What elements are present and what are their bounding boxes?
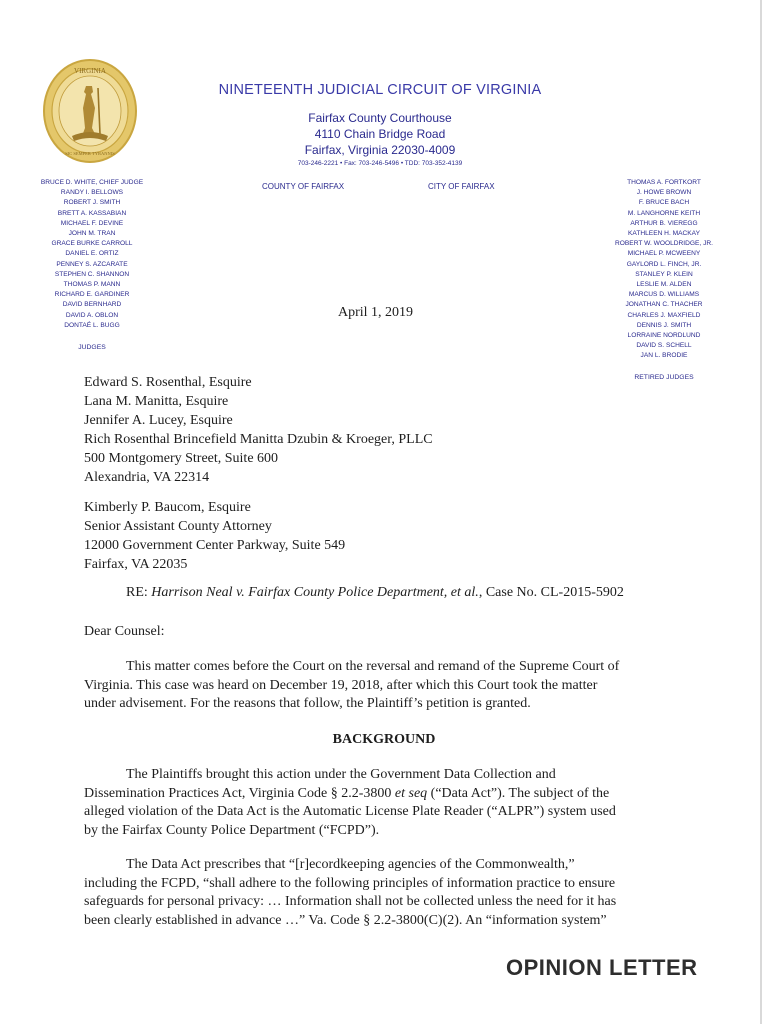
seal-text-top: VIRGINIA (74, 67, 106, 75)
retired-judge-name: ARTHUR B. VIEREGG (630, 219, 698, 227)
paragraph-background-2 (84, 856, 674, 930)
retired-judge-name: CHARLES J. MAXFIELD (627, 311, 701, 319)
retired-judge-name: LESLIE M. ALDEN (636, 281, 692, 289)
address-line-2: 4110 Chain Bridge Road (314, 127, 446, 141)
judge-name: RICHARD E. GARDINER (54, 291, 130, 299)
judge-name: DANIEL E. ORTIZ (65, 250, 119, 258)
recipient-line: Lana M. Manitta, Esquire (84, 394, 229, 409)
retired-judge-name: ROBERT W. WOOLDRIDGE, JR. (615, 240, 713, 248)
retired-judge-name: J. HOWE BROWN (636, 189, 692, 197)
recipient-line: Alexandria, VA 22314 (84, 470, 210, 485)
judge-name: BRUCE D. WHITE, CHIEF JUDGE (40, 179, 144, 186)
retired-judge-name: MARCUS D. WILLIAMS (628, 291, 700, 299)
recipient-line: Edward S. Rosenthal, Esquire (84, 375, 252, 390)
retired-judge-name: KATHLEEN H. MACKAY (628, 230, 700, 238)
address-line-1: Fairfax County Courthouse (308, 111, 452, 125)
recipient-line: Rich Rosenthal Brincefield Manitta Dzubin & Kroeger, PLLC (84, 432, 433, 447)
virginia-seal-icon (42, 58, 138, 164)
judge-name: JOHN M. TRAN (68, 230, 116, 238)
judge-name: RANDY I. BELLOWS (60, 189, 124, 197)
seal-text-bottom: SIC SEMPER TYRANNIS (65, 151, 115, 156)
paragraph-background-1 (84, 766, 674, 840)
recipient-line: Kimberly P. Baucom, Esquire (84, 500, 251, 515)
recipient-line: Jennifer A. Lucey, Esquire (84, 413, 233, 428)
judge-name: MICHAEL F. DEVINE (60, 219, 124, 227)
paragraph-line (84, 785, 674, 804)
city-label: CITY OF FAIRFAX (428, 182, 495, 191)
paragraph-line: by the Fairfax County Police Department (“FCPD”). (84, 822, 380, 838)
recipient-block-1 (84, 373, 433, 487)
recipient-line: Fairfax, VA 22035 (84, 557, 188, 572)
paragraph-line: The Data Act prescribes that “[r]ecordkeeping agencies of the Commonwealth,” (126, 857, 575, 872)
paragraph-line: under advisement. For the reasons that follow, the Plaintiff’s petition is granted. (84, 696, 531, 711)
retired-judge-name: GAYLORD L. FINCH, JR. (626, 260, 702, 268)
retired-judge-name: THOMAS A. FORTKORT (627, 179, 701, 186)
retired-judge-name: MICHAEL P. MCWEENY (627, 250, 701, 258)
paragraph-line: This matter comes before the Court on the reversal and remand of the Supreme Court of (126, 659, 620, 674)
italic-span: et seq (394, 785, 428, 801)
paragraph-line: been clearly established in advance …” Va. Code § 2.2-3800(C)(2). An “information system” (84, 912, 607, 928)
re-line (126, 585, 624, 601)
judge-name: PENNEY S. AZCARATE (56, 260, 128, 268)
paragraph-line: Virginia. This case was heard on December 19, 2018, after which this Court took the matter (84, 677, 598, 693)
retired-judge-name: F. BRUCE BACH (638, 199, 690, 207)
text-span: Dissemination Practices Act, Virginia Code § 2.2-3800 (84, 785, 395, 801)
letter-date: April 1, 2019 (338, 305, 414, 320)
paragraph-line: alleged violation of the Data Act is the Automatic License Plate Reader (“ALPR”) system used (84, 804, 616, 819)
judge-name: DAVID A. OBLON (65, 311, 119, 319)
retired-judge-name: JONATHAN C. THACHER (625, 301, 703, 309)
retired-judge-name: DENNIS J. SMITH (636, 321, 692, 329)
recipient-line: Senior Assistant County Attorney (84, 519, 272, 534)
paragraph-intro (84, 658, 674, 714)
judge-name: GRACE BURKE CARROLL (51, 240, 133, 248)
retired-judge-name: LORRAINE NORDLUND (627, 332, 701, 340)
recipient-line: 12000 Government Center Parkway, Suite 549 (84, 538, 346, 553)
judge-name: STEPHEN C. SHANNON (54, 270, 130, 278)
retired-judge-name: M. LANGHORNE KEITH (627, 209, 701, 217)
phone-numbers: 703-246-2221 • Fax: 703-246-5496 • TDD: 703-352-4139 (297, 160, 463, 167)
retired-judges-label: RETIRED JUDGES (634, 374, 694, 381)
opinion-letter-stamp: OPINION LETTER (506, 955, 698, 980)
case-name: Harrison Neal v. Fairfax County Police Department, et al. (151, 585, 479, 600)
recipient-line: 500 Montgomery Street, Suite 600 (84, 451, 279, 466)
section-heading: BACKGROUND (332, 732, 436, 747)
salutation: Dear Counsel: (84, 624, 165, 639)
retired-judge-name: DAVID S. SCHELL (636, 342, 692, 350)
judge-name: DAVID BERNHARD (62, 301, 122, 309)
page-edge (760, 0, 762, 1024)
paragraph-line: The Plaintiffs brought this action under the Government Data Collection and (126, 767, 556, 782)
judge-name: BRETT A. KASSABIAN (57, 209, 127, 217)
county-label: COUNTY OF FAIRFAX (262, 182, 345, 191)
re-prefix: RE: (126, 585, 152, 600)
case-number: , Case No. CL-2015-5902 (478, 585, 624, 600)
retired-judge-name: STANLEY P. KLEIN (635, 270, 693, 278)
retired-judge-name: JAN L. BRODIE (640, 352, 688, 360)
judge-name: ROBERT J. SMITH (63, 199, 121, 207)
retired-judges-list (604, 178, 724, 362)
court-name: NINETEENTH JUDICIAL CIRCUIT OF VIRGINIA (218, 82, 542, 98)
address-line-3: Fairfax, Virginia 22030-4009 (304, 143, 456, 157)
judges-list (22, 178, 162, 331)
judges-label: JUDGES (78, 344, 106, 351)
text-span: (“Data Act”). The subject of the (427, 785, 610, 801)
judge-name: DONTAÉ L. BUGG (64, 321, 120, 329)
recipient-block-2 (84, 498, 345, 574)
paragraph-line: safeguards for personal privacy: … Information shall not be collected unless the need for it has (84, 894, 617, 909)
paragraph-line: including the FCPD, “shall adhere to the following principles of information practice to ensure (84, 875, 616, 891)
judge-name: THOMAS P. MANN (63, 281, 121, 289)
